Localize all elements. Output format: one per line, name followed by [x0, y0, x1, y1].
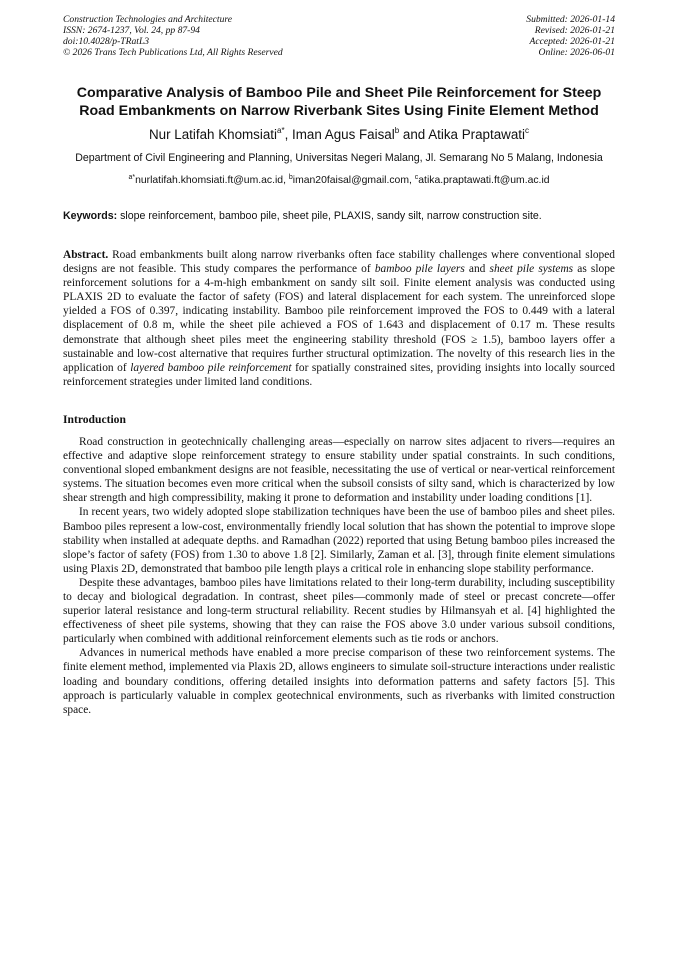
author-separator: and [399, 127, 429, 142]
paper-title: Comparative Analysis of Bamboo Pile and Sheet Pile Reinforcement for Steep Road Embankments on Narrow Riverbank Sites Using Finite Element Method [76, 85, 602, 119]
author-name: Atika Praptawati [428, 127, 525, 142]
author-separator: , [284, 127, 293, 142]
journal-header [63, 14, 615, 58]
journal-info [63, 14, 283, 58]
author-name: Iman Agus Faisal [292, 127, 395, 142]
abstract-label: Abstract. [63, 249, 109, 261]
journal-name: Construction Technologies and Architecture [63, 14, 233, 25]
body-paragraph: Advances in numerical methods have enabled a more precise comparison of these two reinforcement systems. The finite element method, implemented via Plaxis 2D, allows engineers to simulate soil-structure interactions under realistic loading and boundary conditions, offering detailed insights into deformation patterns and safety factors [5]. This approach is particularly valuable in complex geotechnical environments, such as riverbanks with limited construction space. [63, 647, 615, 716]
email-superscript: a* [128, 174, 136, 181]
issn-line: ISSN: 2674-1237, Vol. 24, pp 87-94 [63, 25, 200, 36]
abstract-segment: as slope reinforcement solutions for a 4-m-high embankment on sandy silt soil. Finite element analysis was conducted using PLAXIS 2D to evaluate the factor of safety (FOS) and lateral displacement for each system. The unreinforced slope yielded a FOS of 0.397, indicating instability. Bamboo pile reinforcement improved the FOS to 0.449 with a lateral displacement of 0.8 m, while the sheet pile achieved a FOS of 1.643 and displacement of 0.17 m. These results demonstrate that although sheet piles meet the engineering stability threshold (FOS ≥ 1.5), bamboo layers offer a sustainable and low-cost alternative that requires further structural optimization. The novelty of this research lies in the application of [63, 263, 615, 374]
keywords [63, 209, 615, 223]
email-separator: , [409, 175, 415, 186]
introduction-body [63, 435, 615, 717]
abstract-emphasis: sheet pile systems [489, 263, 574, 276]
abstract-segment: and [464, 263, 490, 276]
email-superscript: c [414, 174, 419, 181]
revised-date: Revised: 2026-01-21 [534, 25, 615, 36]
author-list [63, 127, 615, 143]
body-paragraph: Road construction in geotechnically challenging areas—especially on narrow sites adjacent to rivers—requires an effective and adaptive slope reinforcement strategy to ensure stability under spatial constraints. In such conditions, conventional sloped embankment designs are not feasible, necessitating the use of vertical or near-vertical reinforcement systems. The situation becomes even more critical when the subsoil consists of silty sand, which is characterized by low shear strength and high compressibility, making it prone to deformation and instability under loading conditions [1]. [63, 435, 615, 505]
author-emails [63, 174, 615, 187]
email-separator: , [283, 175, 289, 186]
abstract-emphasis: layered bamboo pile reinforcement [130, 361, 292, 374]
copyright-line: © 2026 Trans Tech Publications Ltd, All Rights Reserved [63, 47, 283, 58]
author-superscript: b [394, 126, 400, 135]
doi-line: doi:10.4028/p-TRatL3 [63, 36, 150, 47]
online-date: Online: 2026-06-01 [538, 47, 615, 58]
email-superscript: b [288, 174, 293, 181]
email-address: nurlatifah.khomsiati.ft@um.ac.id [135, 175, 284, 186]
submitted-date: Submitted: 2026-01-14 [526, 14, 615, 25]
body-paragraph: In recent years, two widely adopted slope stabilization techniques have been the use of bamboo piles and sheet piles. Bamboo piles represent a low-cost, environmentally friendly local solution that has shown the potential to improve slope stability when installed at adequate depths. and Ramadhan (2022) reported that using Betung bamboo piles increased the slope’s factor of safety (FOS) from 1.30 to above 1.8 [2]. Similarly, Zaman et al. [3], through finite element simulations using Plaxis 2D, demonstrated that bamboo pile length plays a critical role in enhancing slope stability performance. [63, 506, 615, 575]
affiliation: Department of Civil Engineering and Planning, Universitas Negeri Malang, Jl. Semarang No 5 Malang, Indonesia [75, 152, 603, 164]
author-superscript: a* [277, 126, 285, 135]
abstract-emphasis: bamboo pile layers [374, 263, 465, 276]
author-name: Nur Latifah Khomsiati [148, 127, 277, 142]
accepted-date: Accepted: 2026-01-21 [529, 36, 615, 47]
email-address: atika.praptawati.ft@um.ac.id [418, 175, 550, 186]
keywords-label: Keywords: [63, 210, 118, 222]
abstract [63, 248, 615, 389]
keywords-text: slope reinforcement, bamboo pile, sheet pile, PLAXIS, sandy silt, narrow construction site. [120, 210, 542, 222]
author-superscript: c [525, 126, 529, 135]
publication-dates [526, 14, 615, 58]
body-paragraph: Despite these advantages, bamboo piles have limitations related to their long-term durability, including susceptibility to decay and biological degradation. In contrast, sheet piles—commonly made of steel or precast concrete—offer superior lateral resistance and long-term structural reliability. Recent studies by Hilmansyah et al. [4] highlighted the effectiveness of sheet pile systems, showing that they can raise the FOS above 3.0 under various subsoil conditions, particularly when combined with additional reinforcement elements such as tie rods or anchors. [63, 576, 615, 646]
abstract-segment: for spatially constrained sites, providing insights into locally sourced reinforcement strategies under limited land conditions. [63, 361, 615, 388]
email-address: iman20faisal@gmail.com [292, 175, 409, 186]
section-heading-introduction: Introduction [63, 412, 126, 426]
abstract-segment: Road embankments built along narrow riverbanks often face stability challenges where conventional sloped designs are not feasible. This study compares the performance of [63, 249, 616, 276]
